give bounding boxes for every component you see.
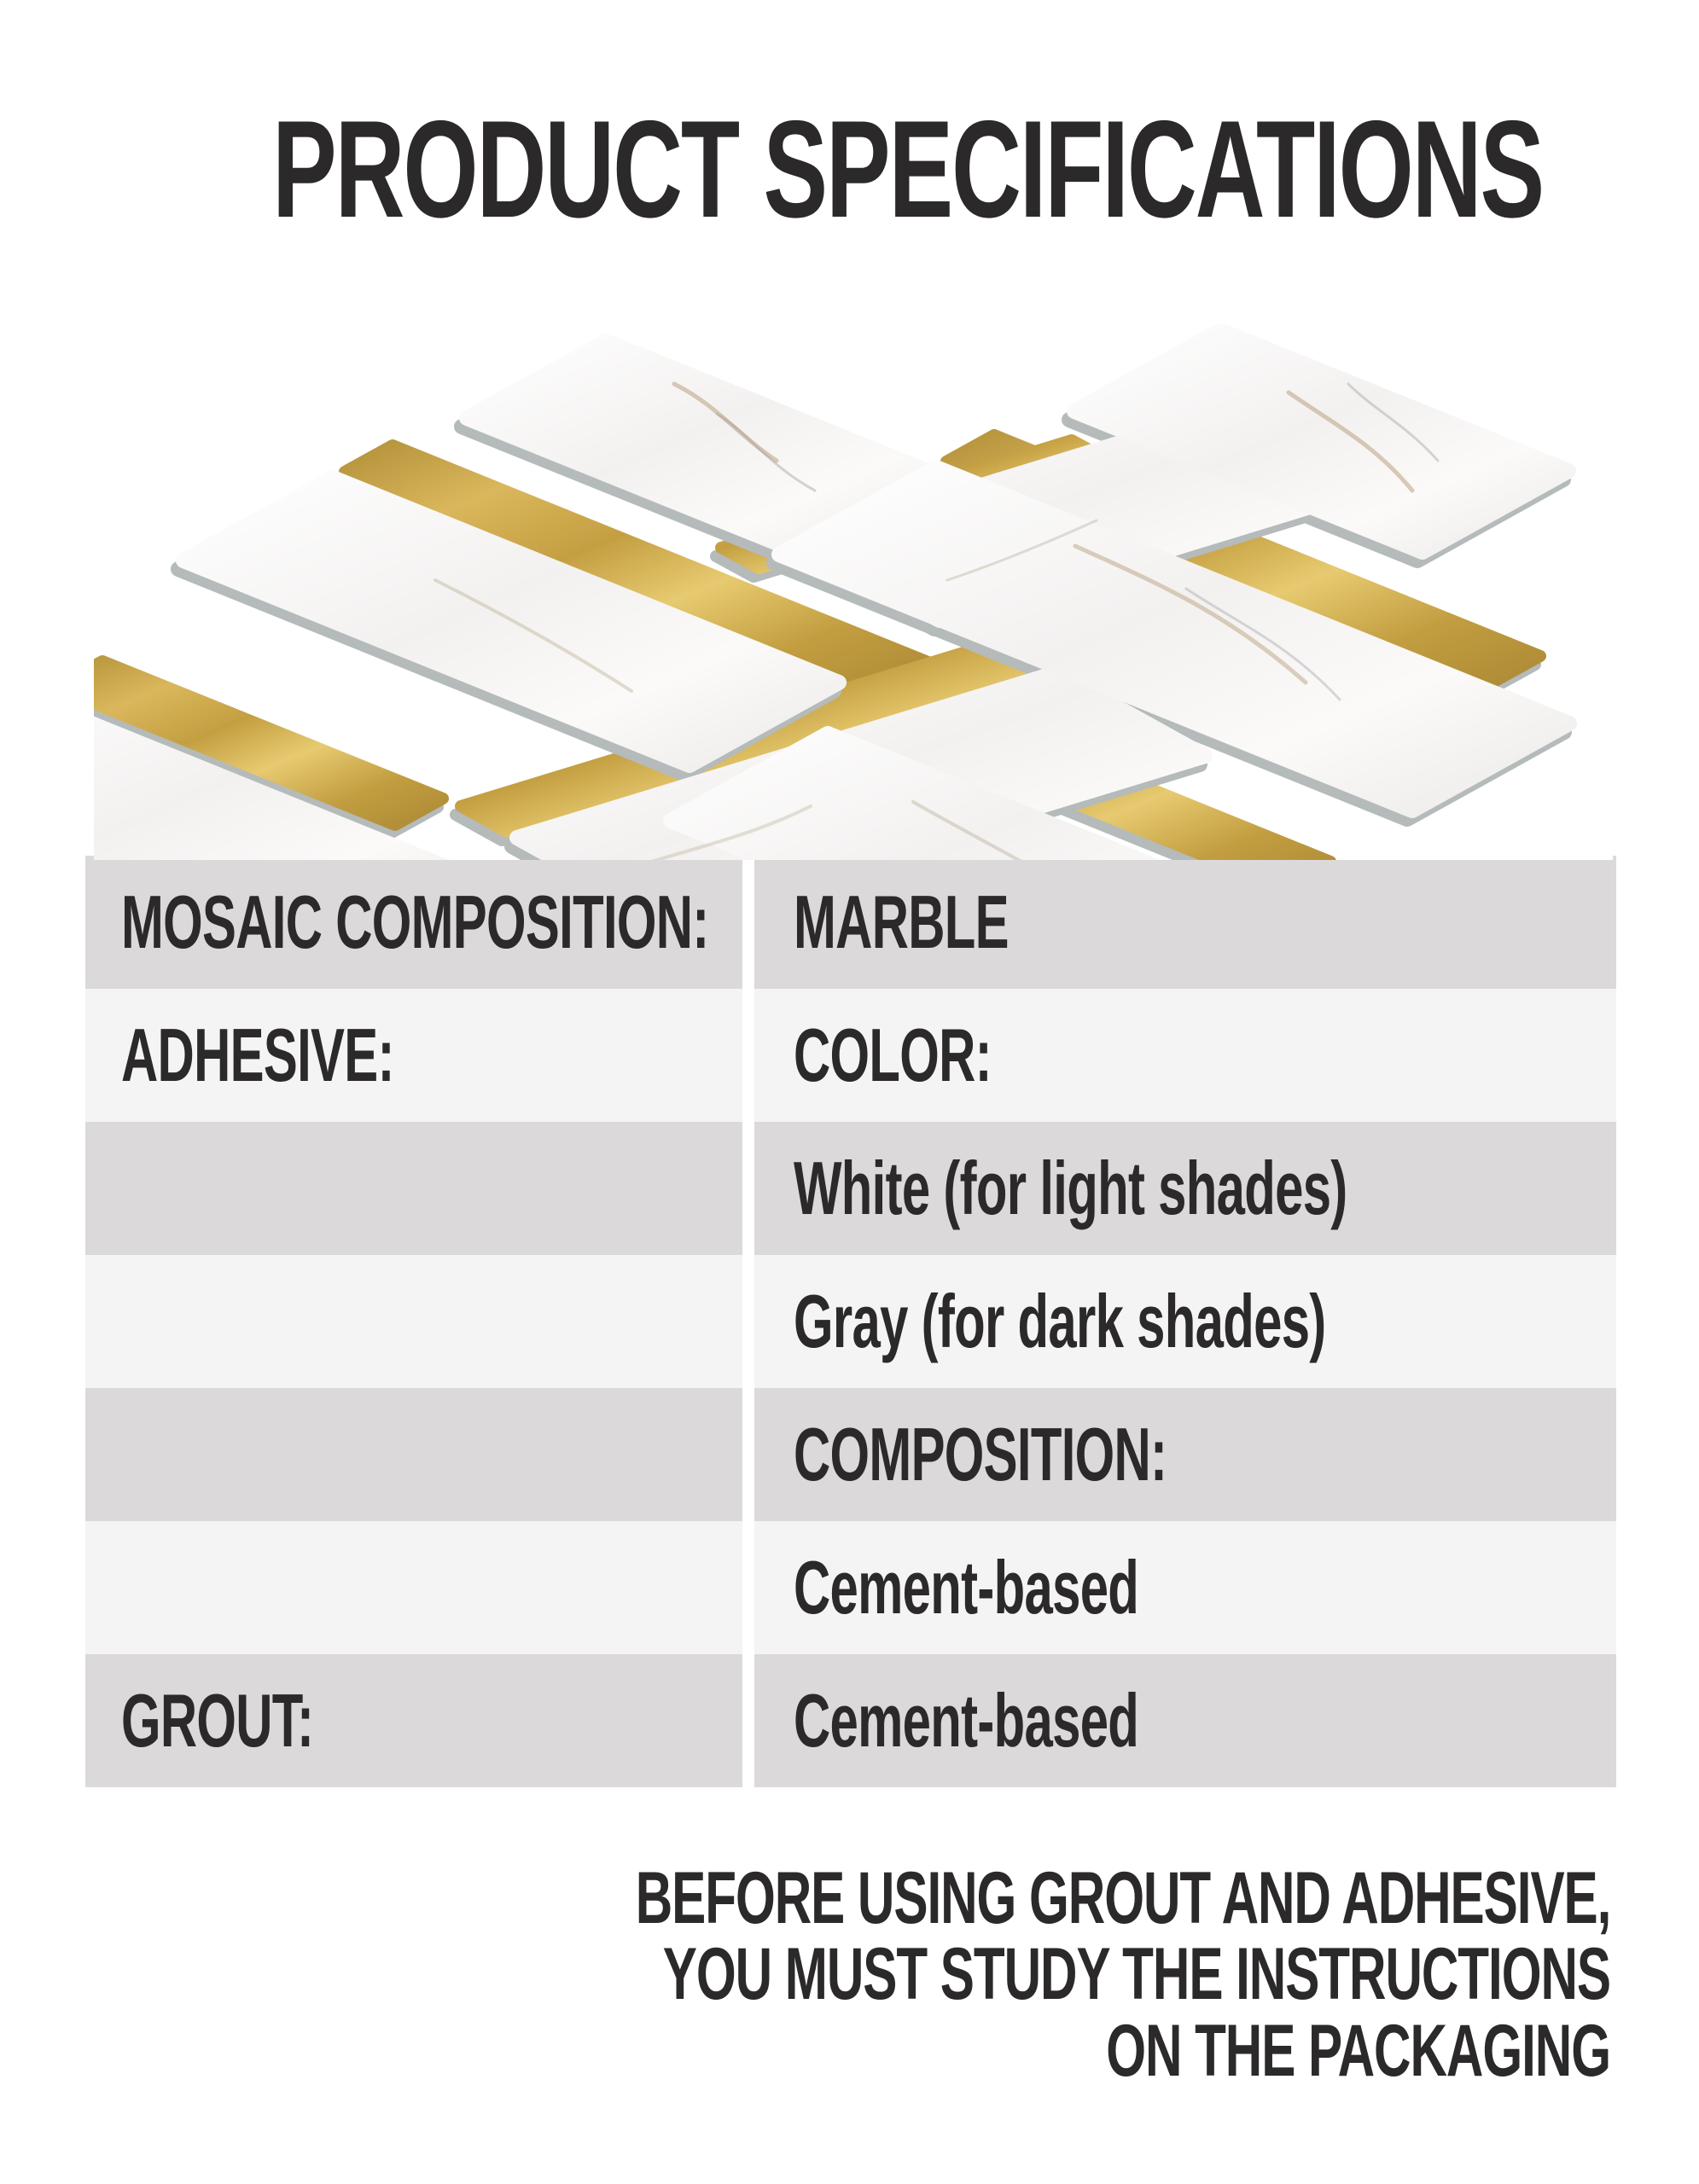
column-gutter — [742, 1255, 754, 1388]
footer-line — [0, 1857, 1610, 1939]
spec-label-cell — [85, 1255, 742, 1388]
footer-line — [0, 1933, 1610, 2016]
spec-table — [85, 856, 1616, 1787]
spec-label-cell — [85, 989, 742, 1122]
spec-label: ADHESIVE: — [121, 1013, 394, 1097]
column-gutter — [742, 1122, 754, 1255]
footer-line-text: BEFORE USING GROUT AND ADHESIVE, — [635, 1857, 1610, 1939]
spec-value: Cement-based — [794, 1678, 1139, 1763]
table-row — [85, 1122, 1616, 1255]
spec-value: MARBLE — [794, 880, 1009, 964]
column-gutter — [742, 856, 754, 989]
spec-value: COLOR: — [794, 1013, 992, 1097]
spec-value-cell — [754, 1521, 1616, 1654]
spec-value: Gray (for dark shades) — [794, 1279, 1326, 1363]
page-title — [0, 92, 1699, 247]
spec-label-cell — [85, 1521, 742, 1654]
spec-label-cell — [85, 856, 742, 989]
table-row — [85, 1521, 1616, 1654]
spec-value-cell — [754, 1654, 1616, 1787]
footer-disclaimer — [0, 1857, 1699, 2092]
footer-line — [0, 2009, 1610, 2092]
spec-label-cell — [85, 1388, 742, 1521]
spec-label-cell — [85, 1122, 742, 1255]
spec-value-cell — [754, 856, 1616, 989]
spec-value: White (for light shades) — [794, 1146, 1347, 1230]
spec-value: COMPOSITION: — [794, 1412, 1167, 1496]
spec-value-cell — [754, 1388, 1616, 1521]
column-gutter — [742, 1654, 754, 1787]
footer-line-text: ON THE PACKAGING — [1106, 2009, 1610, 2092]
footer-line-text: YOU MUST STUDY THE INSTRUCTIONS — [662, 1933, 1610, 2016]
page-title-text: PRODUCT SPECIFICATIONS — [272, 92, 1544, 247]
spec-value-cell — [754, 989, 1616, 1122]
table-row — [85, 1654, 1616, 1787]
spec-value: Cement-based — [794, 1545, 1139, 1629]
table-row — [85, 856, 1616, 989]
table-row — [85, 1388, 1616, 1521]
table-row — [85, 989, 1616, 1122]
spec-value-cell — [754, 1255, 1616, 1388]
spec-label: GROUT: — [121, 1678, 314, 1763]
spec-label: MOSAIC COMPOSITION: — [121, 880, 709, 964]
product-photo — [94, 324, 1613, 860]
column-gutter — [742, 1521, 754, 1654]
column-gutter — [742, 989, 754, 1122]
column-gutter — [742, 1388, 754, 1521]
spec-label-cell — [85, 1654, 742, 1787]
table-row — [85, 1255, 1616, 1388]
spec-value-cell — [754, 1122, 1616, 1255]
mosaic-tile-illustration — [94, 324, 1613, 860]
